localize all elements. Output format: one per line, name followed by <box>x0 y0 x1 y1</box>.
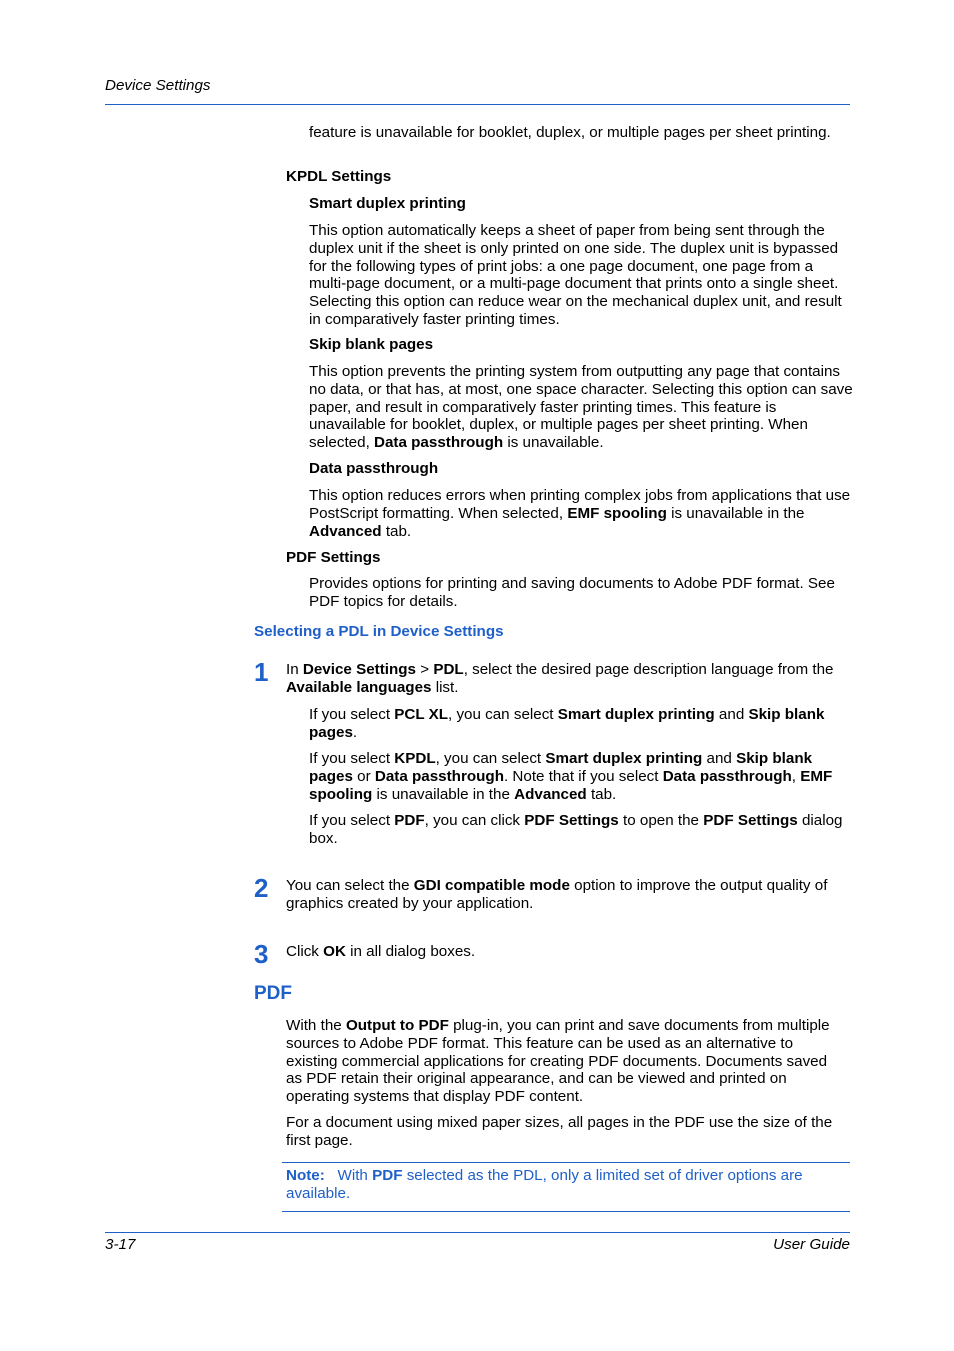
smart-duplex-heading: Smart duplex printing <box>309 195 466 212</box>
step-1-pdf-text: If you select PDF, you can click PDF Settings to open the PDF Settings dialog box. <box>309 812 843 847</box>
top-paragraph: feature is unavailable for booklet, duplex, or multiple pages per sheet printing. <box>309 124 831 141</box>
skip-blank-text: This option prevents the printing system from outputting any page that contains no data, or that has, at most, one space character. Selecting this option can save paper, and result in comparatively faster printing times. This feature is unavailable for booklet, duplex, or multiple pages per sheet printing. When selected, Data passthrough is unavailable. <box>309 363 853 452</box>
pdf-section-heading: PDF <box>254 983 292 1004</box>
footer-page-number: 3-17 <box>105 1236 136 1253</box>
kpdl-settings-heading: KPDL Settings <box>286 168 392 185</box>
smart-duplex-text: This option automatically keeps a sheet of paper from being sent through the duplex unit if the sheet is only printed on one side. The duplex unit is bypassed for the following types of print jobs: a one page document, one page from a multi-page document, or a multi-page document that prints onto a single sheet. Selecting this option can reduce wear on the mechanical duplex unit, and result in comparatively faster printing times. <box>309 222 842 328</box>
step-2-text: You can select the GDI compatible mode option to improve the output quality of graphics created by your application. <box>286 877 828 912</box>
note-label: Note: <box>286 1167 325 1184</box>
footer-rule <box>105 1232 850 1233</box>
pdf-settings-text: Provides options for printing and saving documents to Adobe PDF format. See PDF topics for details. <box>309 575 835 610</box>
step-1-kpdl-text: If you select KPDL, you can select Smart duplex printing and Skip blank pages or Data passthrough. Note that if you select Data passthrough, EMF spooling is unavailable in the Advanced tab. <box>309 750 833 803</box>
data-passthrough-text: This option reduces errors when printing complex jobs from applications that use PostScript formatting. When selected, EMF spooling is unavailable in the Advanced tab. <box>309 487 851 540</box>
header-rule <box>105 104 850 105</box>
step-2-number: 2 <box>254 873 269 903</box>
pdf-paragraph-1: With the Output to PDF plug-in, you can print and save documents from multiple sources to Adobe PDF format. This feature can be used as an alternative to existing commercial applications for creating PDF documents. Documents saved as PDF retain their original appearance, and can be viewed and printed on operating systems that display PDF content. <box>286 1017 830 1106</box>
data-passthrough-heading: Data passthrough <box>309 460 439 477</box>
selecting-pdl-heading: Selecting a PDL in Device Settings <box>254 623 504 640</box>
pdf-paragraph-2: For a document using mixed paper sizes, all pages in the PDF use the size of the first page. <box>286 1114 833 1149</box>
note-text: Note: With PDF selected as the PDL, only a limited set of driver options are available. <box>286 1167 803 1202</box>
skip-blank-heading: Skip blank pages <box>309 336 434 353</box>
step-1-pclxl-text: If you select PCL XL, you can select Smart duplex printing and Skip blank pages. <box>309 706 825 741</box>
footer-guide-title: User Guide <box>773 1236 850 1253</box>
step-3-text: Click OK in all dialog boxes. <box>286 943 476 960</box>
header-title: Device Settings <box>105 77 211 94</box>
step-1-text: In Device Settings > PDL, select the desired page description language from the Available languages list. <box>286 661 834 696</box>
pdf-settings-heading: PDF Settings <box>286 549 381 566</box>
step-1-number: 1 <box>254 657 269 687</box>
step-3-number: 3 <box>254 939 269 969</box>
